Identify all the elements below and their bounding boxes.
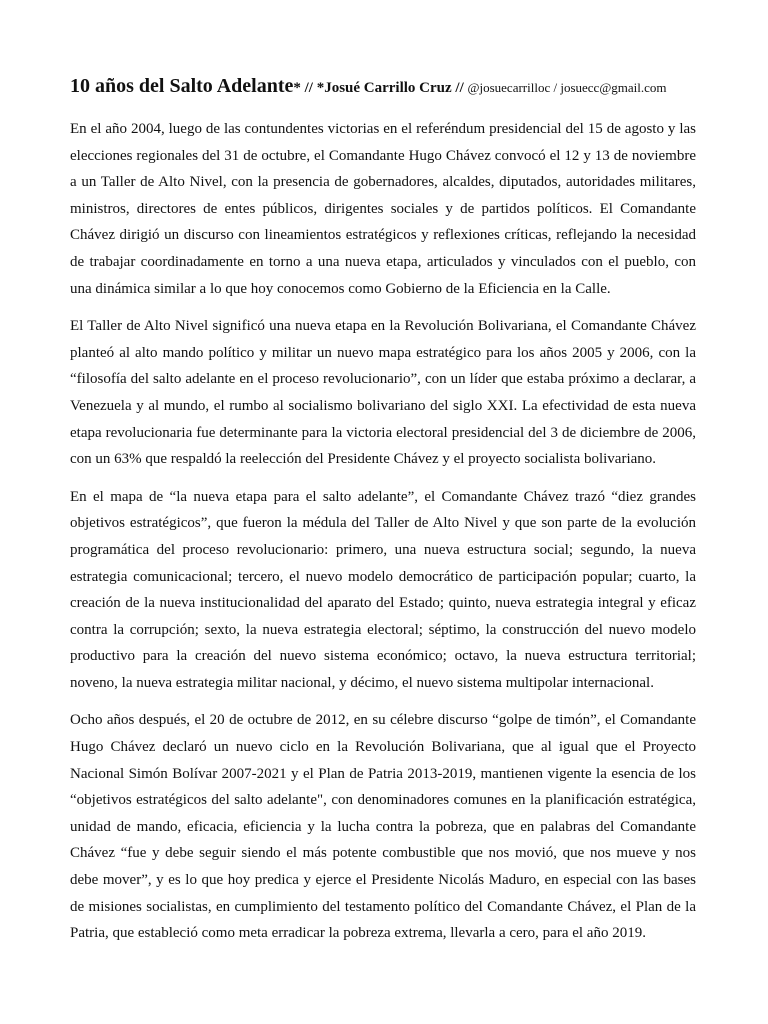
paragraph-1: En el año 2004, luego de las contundentes victorias en el referéndum presidencial del 15 de agosto y las elecciones regionales del 31 de octubre, el Comandante Hugo Chávez convocó el 12 y 13 de noviembre a un Taller de Alto Nivel, con la presencia de gobernadores, alcaldes, diputados, autoridades militares, ministros, directores de entes públicos, dirigentes sociales y de partidos políticos. El Comandante Chávez dirigió un discurso con lineamientos estratégicos y reflexiones críticas, reflejando la necesidad de trabajar coordinadamente en torno a una nueva etapa, articulados y vinculados con el pueblo, con una dinámica similar a lo que hoy conocemos como Gobierno de la Eficiencia en la Calle. bbox=[70, 121, 696, 297]
paragraph-3: En el mapa de “la nueva etapa para el salto adelante”, el Comandante Chávez trazó “diez grandes objetivos estratégicos”, que fueron la médula del Taller de Alto Nivel y que son parte de la evolución programática del proceso revolucionario: primero, una nueva estructura social; segundo, la nueva estrategia comunicacional; tercero, el nuevo modelo democrático de participación popular; cuarto, la creación de la nueva institucionalidad del aparato del Estado; quinto, nueva estrategia integral y eficaz contra la corrupción; sexto, la nueva estrategia electoral; séptimo, la construcción del nuevo modelo productivo para la creación del nuevo sistema económico; octavo, la nueva estructura territorial; noveno, la nueva estrategia militar nacional, y décimo, el nuevo sistema multipolar internacional. bbox=[70, 488, 696, 691]
paragraph-4: Ocho años después, el 20 de octubre de 2012, en su célebre discurso “golpe de timón”, el Comandante Hugo Chávez declaró un nuevo ciclo en la Revolución Bolivariana, que al igual que el Proyecto Nacional Simón Bolívar 2007-2021 y el Plan de Patria 2013-2019, mantienen vigente la esencia de los “objetivos estratégicos del salto adelante", con denominadores comunes en la planificación estratégica, unidad de mando, eficacia, eficiencia y la lucha contra la pobreza, que en palabras del Comandante Chávez “fue y debe seguir siendo el más potente combustible que nos movió, que nos mueve y nos debe mover”, y es lo que hoy predica y ejerce el Presidente Nicolás Maduro, en especial con las bases de misiones socialistas, en cumplimiento del testamento político del Comandante Chávez, el Plan de la Patria, que estableció como meta erradicar la pobreza extrema, llevarla a cero, para el año 2019. bbox=[70, 712, 696, 942]
paragraph-2: El Taller de Alto Nivel significó una nueva etapa en la Revolución Bolivariana, el Comandante Chávez planteó al alto mando político y militar un nuevo mapa estratégico para los años 2005 y 2006, con la “filosofía del salto adelante en el proceso revolucionario”, con un líder que estaba próximo a declarar, a Venezuela y al mundo, el rumbo al socialismo bolivariano del siglo XXI. La efectividad de esta nueva etapa revolucionaria fue determinante para la victoria electoral presidencial del 3 de diciembre de 2006, con un 63% que respaldó la reelección del Presidente Chávez y el proyecto socialista bolivariano. bbox=[70, 318, 696, 468]
article-header bbox=[70, 74, 696, 98]
article-title: 10 años del Salto Adelante bbox=[70, 75, 294, 97]
author-contact: @josuecarrilloc / josuecc@gmail.com bbox=[467, 80, 667, 95]
article-author: * // *Josué Carrillo Cruz // bbox=[293, 80, 468, 96]
